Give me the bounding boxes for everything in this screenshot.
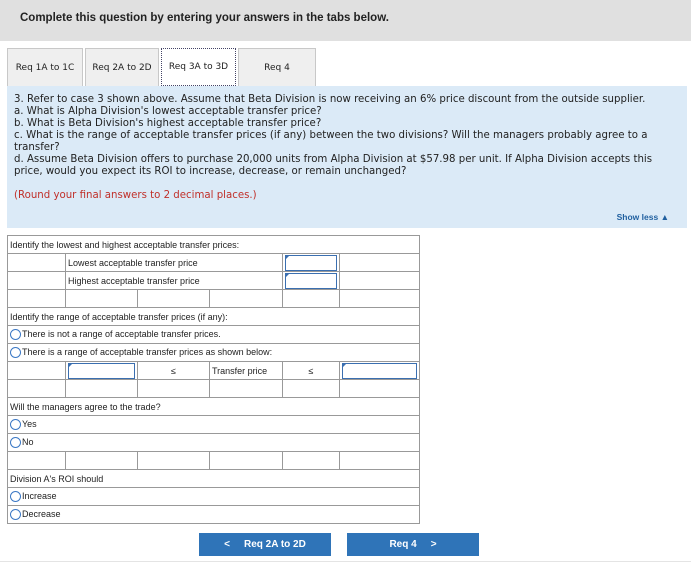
footer-divider: [0, 561, 691, 562]
radio-button[interactable]: [10, 347, 21, 358]
agree-heading: Will the managers agree to the trade?: [8, 398, 420, 416]
leq-symbol: ≤: [283, 362, 340, 380]
radio-button[interactable]: [10, 491, 21, 502]
tab-bar: [7, 48, 318, 86]
tab-req-3a-3d[interactable]: Req 3A to 3D: [161, 48, 236, 86]
radio-button[interactable]: [10, 329, 21, 340]
roi-heading: Division A's ROI should: [8, 470, 420, 488]
instruction-header: Complete this question by entering your answers in the tabs below.: [0, 0, 691, 41]
next-button[interactable]: [347, 533, 479, 556]
agree-option-no[interactable]: [8, 434, 420, 452]
range-option-range[interactable]: [8, 344, 420, 362]
lowest-label: Lowest acceptable transfer price: [66, 254, 283, 272]
agree-option-yes[interactable]: [8, 416, 420, 434]
range-low-input[interactable]: [68, 363, 135, 379]
tab-req-2a-2d[interactable]: Req 2A to 2D: [85, 48, 159, 86]
question-line: a. What is Alpha Division's lowest acceptable transfer price?: [14, 106, 322, 117]
tab-req-4[interactable]: Req 4: [238, 48, 316, 86]
prev-button[interactable]: [199, 533, 331, 556]
answer-table: [7, 235, 420, 524]
rounding-note: (Round your final answers to 2 decimal places.): [14, 190, 257, 201]
prev-label: Req 2A to 2D: [243, 539, 306, 550]
show-less-label: Show less: [616, 212, 659, 222]
question-line: b. What is Beta Division's highest acceptable transfer price?: [14, 118, 322, 129]
prices-heading: Identify the lowest and highest acceptable transfer prices:: [8, 236, 420, 254]
range-high-input[interactable]: [342, 363, 417, 379]
chevron-right-icon: >: [430, 539, 437, 550]
question-box: [7, 86, 687, 228]
option-label: Decrease: [22, 508, 61, 519]
next-label: Req 4: [389, 539, 417, 550]
transfer-price-label: Transfer price: [210, 362, 283, 380]
range-option-none[interactable]: [8, 326, 420, 344]
radio-button[interactable]: [10, 509, 21, 520]
roi-option-increase[interactable]: [8, 488, 420, 506]
radio-button[interactable]: [10, 419, 21, 430]
triangle-up-icon: ▲: [660, 212, 669, 222]
chevron-left-icon: <: [224, 539, 230, 550]
highest-price-input[interactable]: [285, 273, 337, 289]
question-line: d. Assume Beta Division offers to purchase 20,000 units from Alpha Division at $57.98 per unit. If Alpha Division accepts this price, would you expect its ROI to increase, decrease, or remain unchanged?: [14, 154, 653, 177]
range-heading: Identify the range of acceptable transfer prices (if any):: [8, 308, 420, 326]
option-label: There is a range of acceptable transfer prices as shown below:: [22, 346, 273, 357]
radio-button[interactable]: [10, 437, 21, 448]
tab-req-1a-1c[interactable]: Req 1A to 1C: [7, 48, 83, 86]
option-label: There is not a range of acceptable transfer prices.: [22, 328, 221, 339]
question-line: c. What is the range of acceptable transfer prices (if any) between the two divisions? Will the managers probably agree to a transfer?: [14, 130, 648, 153]
highest-label: Highest acceptable transfer price: [66, 272, 283, 290]
option-label: No: [22, 436, 34, 447]
question-line: 3. Refer to case 3 shown above. Assume that Beta Division is now receiving an 6% price discount from the outside supplier.: [14, 94, 646, 105]
roi-option-decrease[interactable]: [8, 506, 420, 524]
leq-symbol: ≤: [138, 362, 210, 380]
option-label: Increase: [22, 490, 57, 501]
lowest-price-input[interactable]: [285, 255, 337, 271]
option-label: Yes: [22, 418, 37, 429]
show-less-link[interactable]: [617, 212, 669, 222]
